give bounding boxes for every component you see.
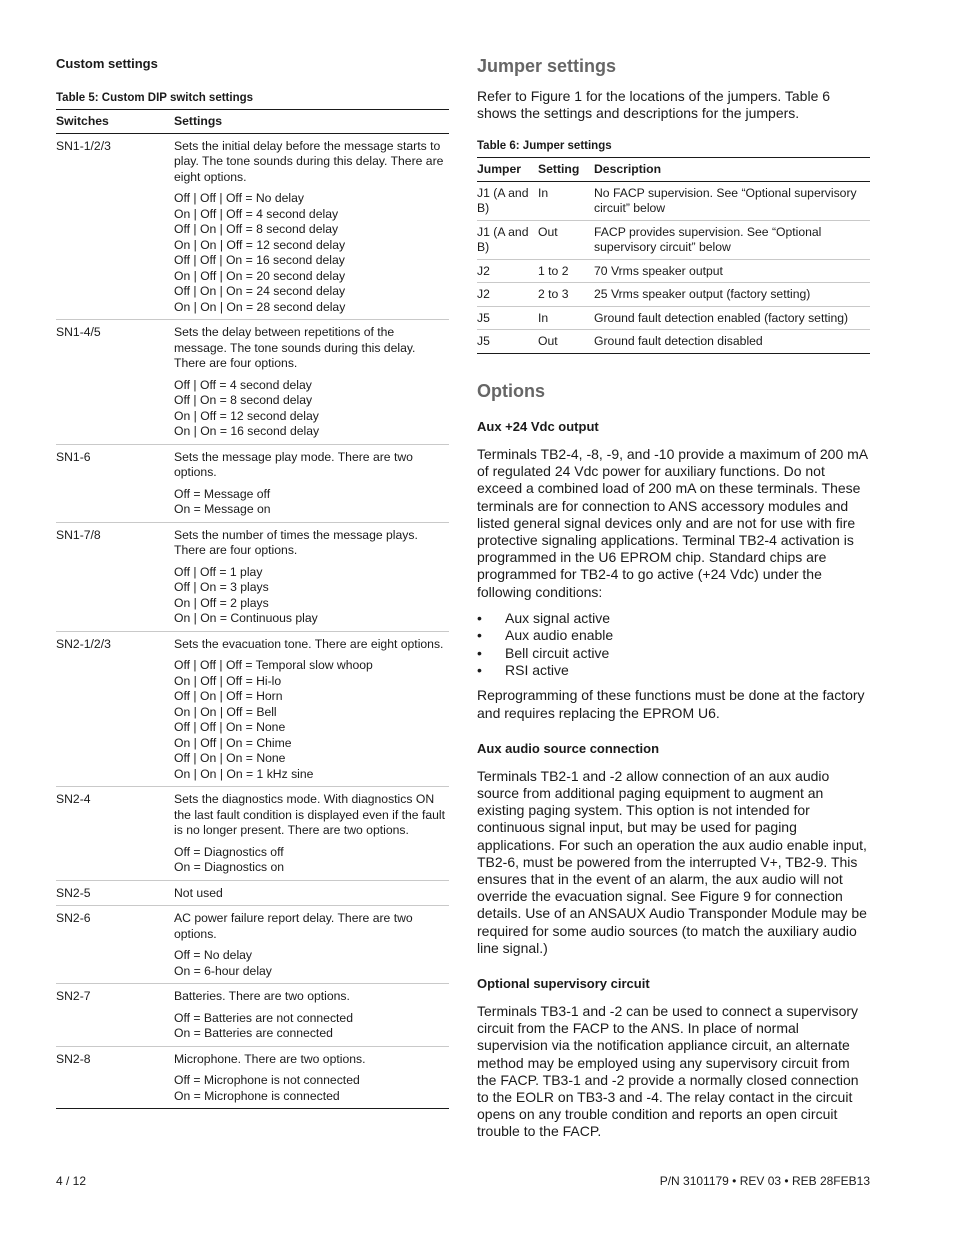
option-line: Off = Diagnostics off [174, 844, 284, 859]
switch-cell: SN2-1/2/3 [56, 631, 174, 787]
option-line: Off | Off = 4 second delay [174, 377, 312, 392]
option-list [174, 1073, 449, 1104]
option-line: Off | Off | On = 16 second delay [174, 253, 345, 267]
switch-cell: SN2-6 [56, 906, 174, 984]
option-line: On = Batteries are connected [174, 1026, 333, 1040]
switch-cell: SN1-6 [56, 444, 174, 522]
setting-description: Not used [174, 885, 223, 900]
jumper-intro-text: Refer to Figure 1 for the locations of the jumpers. Table 6 shows the settings and descriptions for the jumpers. [477, 88, 831, 122]
list-item [477, 627, 870, 644]
options-heading: Options [477, 380, 545, 401]
jumper-settings-heading: Jumper settings [477, 56, 617, 76]
description-cell: Ground fault detection disabled [594, 334, 763, 349]
setting-cell: Out [538, 220, 594, 259]
list-item [477, 610, 870, 627]
option-line: Off | Off | Off = Temporal slow whoop [174, 658, 373, 672]
right-column [477, 56, 870, 1141]
option-list [174, 565, 449, 627]
option-line: Off = Microphone is not connected [174, 1073, 360, 1087]
description-cell: FACP provides supervision. See “Optional supervisory circuit” below [594, 220, 870, 259]
aux-24vdc-heading: Aux +24 Vdc output [477, 418, 599, 434]
option-line: On | On | Off = 12 second delay [174, 237, 346, 252]
dip-switch-table [56, 109, 449, 1109]
option-line: On | On | On = 28 second delay [174, 299, 346, 314]
option-line: Off | On | Off = Horn [174, 689, 283, 703]
list-item-text: RSI active [505, 661, 569, 678]
option-line: On = 6-hour delay [174, 963, 272, 978]
option-line: On | Off | Off = 4 second delay [174, 206, 339, 221]
option-line: On | On | On = 1 kHz sine [174, 766, 314, 781]
setting-cell [174, 320, 449, 445]
option-line: On | On = 16 second delay [174, 424, 320, 438]
table-row [477, 220, 870, 259]
bullet-icon: • [477, 609, 482, 626]
jumper-cell: J2 [477, 283, 538, 307]
switch-cell: SN2-7 [56, 984, 174, 1047]
option-line: On | Off = 2 plays [174, 595, 269, 610]
option-line: On | Off | On = 20 second delay [174, 268, 346, 283]
setting-cell [174, 631, 449, 787]
list-item [477, 645, 870, 662]
table-row [56, 133, 449, 320]
table-row [56, 880, 449, 906]
switch-cell: SN2-4 [56, 787, 174, 881]
reprogram-text: Reprogramming of these functions must be done at the factory and requires replacing the EPROM U6. [477, 687, 865, 721]
setting-description: AC power failure report delay. There are two options. [174, 911, 413, 941]
jumper-table [477, 157, 870, 354]
table-row [56, 444, 449, 522]
option-line: Off | Off = 1 play [174, 564, 263, 579]
bullet-icon: • [477, 644, 482, 661]
option-line: Off | On | On = None [174, 751, 286, 765]
option-list [174, 487, 449, 518]
column-header-description: Description [594, 158, 870, 182]
table-row [56, 522, 449, 631]
column-header-jumper: Jumper [477, 158, 538, 182]
setting-cell [174, 880, 449, 906]
switch-cell: SN1-1/2/3 [56, 133, 174, 320]
table-row [56, 984, 449, 1047]
switch-cell: SN1-7/8 [56, 522, 174, 631]
table-row [477, 283, 870, 307]
option-list [174, 948, 449, 979]
option-line: On | On = Continuous play [174, 611, 318, 625]
setting-description: Microphone. There are two options. [174, 1051, 366, 1066]
option-line: On | Off | On = Chime [174, 735, 292, 750]
option-line: Off | Off | On = None [174, 720, 286, 734]
table-row [477, 259, 870, 283]
setting-cell: Out [538, 334, 558, 349]
setting-description: Sets the delay between repetitions of the message. The tone sounds during this delay. There are four options. [174, 325, 416, 370]
switch-cell: SN2-5 [56, 880, 174, 906]
setting-cell: In [538, 181, 594, 220]
option-line: On = Microphone is connected [174, 1088, 340, 1103]
option-line: Off | On | Off = 8 second delay [174, 222, 339, 236]
list-item-text: Aux audio enable [505, 627, 614, 644]
list-item-text: Bell circuit active [505, 644, 610, 661]
list-item-text: Aux signal active [505, 609, 611, 626]
option-line: On = Message on [174, 502, 271, 516]
column-header-setting: Setting [538, 158, 594, 182]
aux-audio-heading: Aux audio source connection [477, 740, 660, 756]
setting-cell: 2 to 3 [538, 283, 594, 307]
conditions-list [477, 610, 870, 680]
table6-caption: Table 6: Jumper settings [477, 140, 612, 153]
table-row [477, 181, 870, 220]
option-line: On | On | Off = Bell [174, 704, 277, 719]
switch-cell: SN1-4/5 [56, 320, 174, 445]
setting-description: Sets the message play mode. There are two options. [174, 449, 413, 479]
setting-description: Sets the initial delay before the message starts to play. The tone sounds during this delay. There are eight options. [174, 138, 444, 184]
setting-description: Sets the evacuation tone. There are eight options. [174, 636, 444, 651]
setting-cell [174, 133, 449, 320]
table-row [56, 1046, 449, 1109]
jumper-cell: J1 (A and B) [477, 220, 538, 259]
description-cell: Ground fault detection enabled (factory setting) [594, 306, 870, 330]
jumper-cell: J2 [477, 259, 538, 283]
option-line: Off = Message off [174, 486, 271, 501]
table-row [477, 330, 870, 354]
description-cell: No FACP supervision. See “Optional supervisory circuit” below [594, 181, 870, 220]
jumper-cell: J1 (A and B) [477, 181, 538, 220]
option-line: On | Off | Off = Hi-lo [174, 673, 282, 688]
jumper-cell: J5 [477, 306, 538, 330]
switch-cell: SN2-8 [56, 1051, 91, 1066]
table-row [477, 306, 870, 330]
option-list [174, 845, 449, 876]
left-column [56, 56, 449, 1109]
aux-audio-text: Terminals TB2-1 and -2 allow connection of an aux audio source from additional paging equipment to augment an existing paging system. This option is not intended for continuous signal input, but may be used for paging applications. For such an operation the aux audio enable input, TB2-6, must be powered from the interrupted V+, TB2-9. This ensures that in the event of an alarm, the aux audio will not override the evacuation signal. See Figure 9 for connection details. Use of an ANSAUX Audio Transponder Module may be required for some audio sources (to match the auxiliary audio line signal.) [477, 767, 867, 956]
option-list [174, 378, 449, 440]
jumper-cell: J5 [477, 334, 490, 349]
column-header-switches: Switches [56, 110, 174, 134]
setting-description: Batteries. There are two options. [174, 989, 350, 1003]
setting-cell [174, 787, 449, 881]
list-item [477, 662, 870, 679]
setting-cell [174, 444, 449, 522]
description-cell: 70 Vrms speaker output [594, 259, 870, 283]
description-cell: 25 Vrms speaker output (factory setting) [594, 283, 870, 307]
setting-cell [174, 1046, 449, 1109]
bullet-icon: • [477, 627, 482, 644]
column-header-settings: Settings [174, 110, 449, 134]
setting-description: Sets the number of times the message plays. There are four options. [174, 527, 418, 557]
setting-description: Sets the diagnostics mode. With diagnostics ON the last fault condition is displayed even if the fault is no longer present. There are two options. [174, 792, 445, 837]
option-line: Off | On = 8 second delay [174, 393, 313, 407]
custom-settings-heading: Custom settings [56, 56, 158, 71]
option-line: Off | Off | Off = No delay [174, 191, 304, 205]
table-row [56, 787, 449, 881]
aux-24vdc-text: Terminals TB2-4, -8, -9, and -10 provide a maximum of 200 mA of regulated 24 Vdc power for auxiliary functions. Do not exceed a combined load of 200 mA on these terminals. These terminals are for connection to ANS accessory modules and listed general signal devices only and are not for use with fire protective signaling applications. Terminal TB2-4 activation is programmed in the U6 EPROM chip. Standard chips are programmed for TB2-4 to go active (+24 Vdc) under the following conditions: [477, 445, 868, 600]
setting-cell: In [538, 306, 594, 330]
page-number: 4 / 12 [56, 1174, 87, 1188]
setting-cell [174, 522, 449, 631]
option-line: Off | On = 3 plays [174, 580, 269, 594]
table-row [56, 906, 449, 984]
option-list [174, 191, 449, 315]
table-row [56, 631, 449, 787]
option-list [174, 1011, 449, 1042]
option-line: Off | On | On = 24 second delay [174, 284, 346, 298]
setting-cell [174, 906, 449, 984]
setting-cell: 1 to 2 [538, 259, 594, 283]
option-list [174, 658, 449, 782]
table5-caption: Table 5: Custom DIP switch settings [56, 92, 254, 104]
bullet-icon: • [477, 661, 482, 678]
supervisory-heading: Optional supervisory circuit [477, 976, 650, 991]
option-line: On | Off = 12 second delay [174, 408, 319, 423]
option-line: On = Diagnostics on [174, 860, 285, 874]
option-line: Off = Batteries are not connected [174, 1010, 353, 1025]
part-number: P/N 3101179 • REV 03 • REB 28FEB13 [659, 1174, 870, 1188]
setting-cell [174, 984, 449, 1047]
option-line: Off = No delay [174, 948, 253, 962]
table-row [56, 320, 449, 445]
supervisory-text: Terminals TB3-1 and -2 can be used to connect a supervisory circuit from the FACP to the ANS. In place of normal supervision via the notification appliance circuit, an alternate method may be employed using any supervisory circuit from the FACP. TB3-1 and -2 provide a normally closed connection to the EOLR on TB3-3 and -4. The relay contact in the circuit opens on any trouble condition and reports an open circuit trouble to the FACP. [477, 1003, 859, 1140]
